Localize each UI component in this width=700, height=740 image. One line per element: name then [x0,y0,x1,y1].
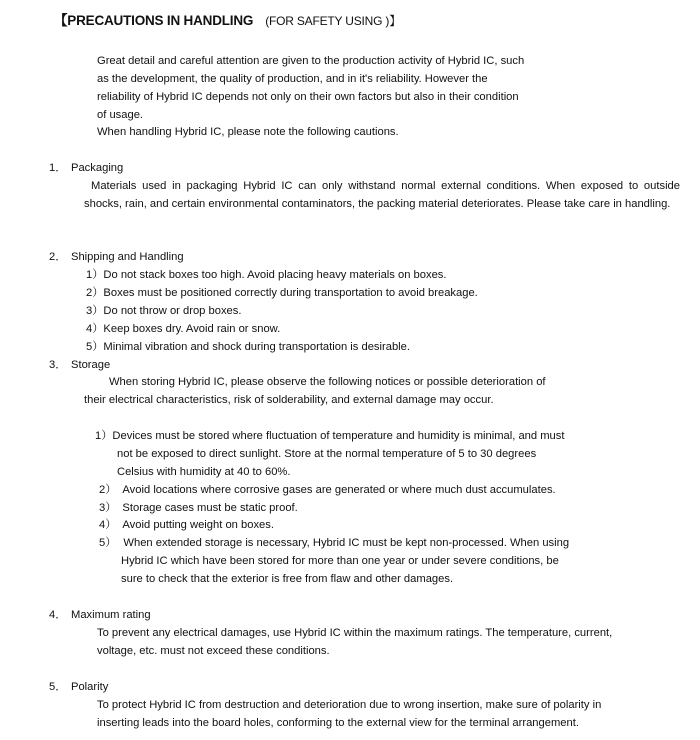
section-title: Shipping and Handling [71,251,184,263]
list-item [86,266,447,284]
list-item [86,284,478,302]
list-item [99,499,298,517]
item-text: Do not throw or drop boxes. [103,305,242,317]
item-number: 5） [86,341,104,353]
intro-line: as the development, the quality of production, and in it's reliability. However the [97,73,488,85]
item-number: 3） [99,502,117,514]
item-text: When extended storage is necessary, Hybrid IC must be kept non-processed. When using [123,537,570,549]
section-number: 4． [49,609,67,621]
document-title [54,9,401,29]
section-title: Maximum rating [71,609,151,621]
storage-intro-line: their electrical characteristics, risk of solderability, and external damage may occur. [84,394,494,406]
section-title: Storage [71,359,111,371]
section-heading [49,248,184,266]
item-text: Do not stack boxes too high. Avoid placing heavy materials on boxes. [103,269,447,281]
section-number: 2． [49,251,67,263]
item-text: Minimal vibration and shock during transportation is desirable. [103,341,410,353]
item-number: 2） [86,287,104,299]
item-text: Boxes must be positioned correctly during transportation to avoid breakage. [103,287,478,299]
section-heading [49,606,151,624]
section-number: 3． [49,359,67,371]
section-body-line: To prevent any electrical damages, use Hybrid IC within the maximum ratings. The temperature, current, [97,627,613,639]
list-item [86,320,280,338]
item-number: 4） [99,519,117,531]
section-heading [49,356,110,374]
section-title: Polarity [71,681,109,693]
list-item [95,427,564,445]
list-item [86,302,241,320]
item-text: Devices must be stored where fluctuation of temperature and humidity is minimal, and must [112,430,565,442]
item-text: Keep boxes dry. Avoid rain or snow. [103,323,281,335]
list-item [99,534,569,552]
item-text: Storage cases must be static proof. [122,502,298,514]
section-body-line: To protect Hybrid IC from destruction and deterioration due to wrong insertion, make sure of polarity in [97,699,602,711]
section-body-line: voltage, etc. must not exceed these conditions. [97,645,330,657]
section-heading [49,678,108,696]
item-text: Avoid locations where corrosive gases are generated or where much dust accumulates. [122,484,556,496]
section-body-line: inserting leads into the board holes, conforming to the external view for the terminal arrangement. [97,717,579,729]
list-item [86,338,410,356]
list-item [99,516,274,534]
section-title: Packaging [71,162,124,174]
list-item [99,481,556,499]
storage-intro-line: When storing Hybrid IC, please observe the following notices or possible deterioration of [109,376,546,388]
item-number: 4） [86,323,104,335]
item-text-continued: Hybrid IC which have been stored for more than one year or under severe conditions, be [121,555,559,567]
item-text-continued: sure to check that the exterior is free from flaw and other damages. [121,573,454,585]
title-main: 【PRECAUTIONS IN HANDLING [54,13,254,28]
item-text: Avoid putting weight on boxes. [122,519,274,531]
item-text-continued: Celsius with humidity at 40 to 60%. [117,466,291,478]
item-text-continued: not be exposed to direct sunlight. Store at the normal temperature of 5 to 30 degrees [117,448,537,460]
section-body: Materials used in packaging Hybrid IC can only withstand normal external conditions. When exposed to outside shocks, rain, and certain environmental contaminators, the packing material deteriorates. Please take care in handling. [84,180,680,210]
intro-line: reliability of Hybrid IC depends not only on their own factors but also in their condition [97,91,519,103]
intro-line: of usage. [97,109,144,121]
item-number: 1） [86,269,104,281]
item-number: 1） [95,430,113,442]
intro-line: Great detail and careful attention are given to the production activity of Hybrid IC, such [97,55,525,67]
section-number: 1． [49,162,67,174]
intro-line: When handling Hybrid IC, please note the following cautions. [97,126,399,138]
section-number: 5． [49,681,67,693]
section-heading [49,159,123,177]
item-number: 3） [86,305,104,317]
item-number: 5） [99,537,117,549]
item-number: 2） [99,484,117,496]
title-sub: (FOR SAFETY USING )】 [265,14,401,28]
